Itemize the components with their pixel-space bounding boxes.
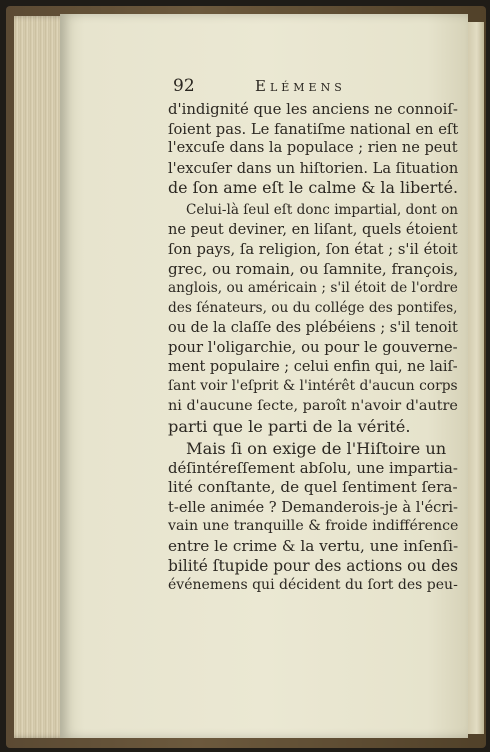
text-line: entre le crime & la vertu, une inſenſi- (168, 537, 459, 556)
text-line: ne peut deviner, en liſant, quels étoient (168, 221, 458, 238)
text-line: des ſénateurs, ou du collége des pontifes, (168, 299, 458, 316)
text-line: d'indignité que les anciens ne connoiſ- (168, 100, 458, 118)
text-line: ni d'aucune ſecte, paroît n'avoir d'autre (168, 397, 458, 414)
page-header (173, 76, 373, 102)
text-line: Mais ſi on exige de l'Hiſtoire un (186, 439, 447, 459)
running-head: Elémens (255, 77, 346, 95)
text-line: bilité ſtupide pour des actions ou des (168, 556, 459, 575)
paragraph (168, 201, 458, 436)
text-line: grec, ou romain, ou ſamnite, françois, (168, 259, 459, 278)
text-line: événemens qui décident du ſort des peu- (168, 577, 458, 594)
text-line: Celui-là ſeul eſt donc impartial, dont on (186, 201, 459, 218)
text-line: vain une tranquille & froide indifférence (168, 518, 459, 535)
paragraph (168, 439, 458, 596)
text-line: ou de la claſſe des plébéiens ; s'il tenoit (168, 319, 458, 336)
page-number: 92 (173, 76, 195, 96)
text-line: pour l'oligarchie, ou pour le gouverne- (168, 339, 458, 357)
paragraph (168, 100, 458, 198)
text-line: anglois, ou américain ; s'il étoit de l'ordre (168, 280, 458, 297)
text-line: ment populaire ; celui enfin qui, ne laiſ- (168, 358, 458, 375)
text-line: ſon pays, ſa religion, ſon état ; s'il étoit (168, 241, 458, 259)
body-text (168, 100, 458, 596)
text-line: parti que le parti de la vérité. (168, 416, 411, 436)
text-line: l'excuſe dans la populace ; rien ne peut (168, 140, 458, 157)
text-line: t-elle animée ? Demanderois-je à l'écri- (168, 498, 458, 516)
text-line: lité conſtante, de quel ſentiment ſera- (168, 478, 458, 497)
text-line: de ſon ame eſt le calme & la liberté. (168, 178, 459, 198)
text-line: déſintéreſſement abſolu, une impartia- (168, 458, 458, 477)
text-line: ſoient pas. Le fanatiſme national en eſt (168, 120, 459, 138)
text-line: l'excuſer dans un hiſtorien. La ſituation (168, 159, 459, 177)
facing-page-edge (466, 22, 484, 734)
text-line: ſant voir l'eſprit & l'intérêt d'aucun corps (168, 378, 458, 395)
